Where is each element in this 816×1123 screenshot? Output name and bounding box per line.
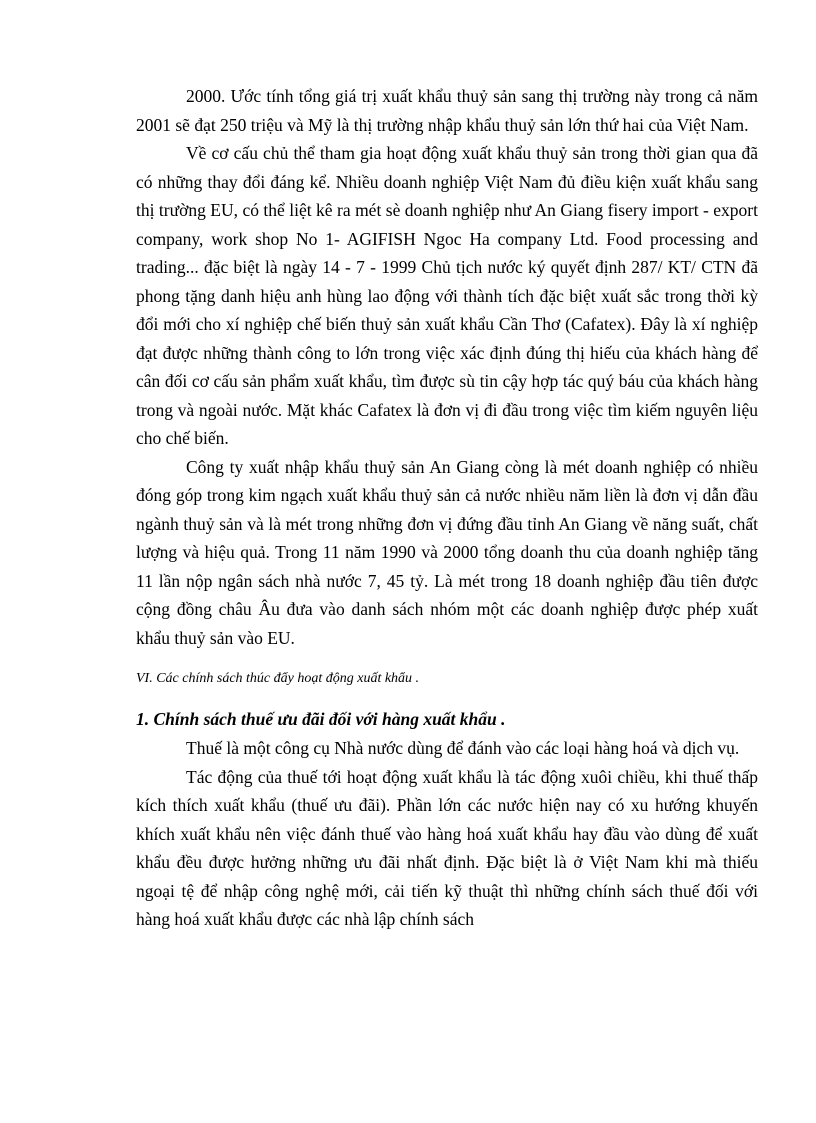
paragraph: Về cơ cấu chủ thể tham gia hoạt động xuất khẩu thuỷ sản trong thời gian qua đã có những thay đổi đáng kể. Nhiều doanh nghiệp Việt Nam đủ điều kiện xuất khẩu sang thị trường EU, có thể liệt kê ra mét sè doanh nghiệp như An Giang fisery import - export company, work shop No 1- AGIFISH Ngoc Ha company Ltd. Food processing and trading... đặc biệt là ngày 14 - 7 - 1999 Chủ tịch nước ký quyết định 287/ KT/ CTN đã phong tặng danh hiệu anh hùng lao động với thành tích đặc biệt xuất sắc trong thời kỳ đổi mới cho xí nghiệp chế biến thuỷ sản xuất khẩu Cần Thơ (Cafatex). Đây là xí nghiệp đạt được những thành công to lớn trong việc xác định đúng thị hiếu của khách hàng để cân đối cơ cấu sản phẩm xuất khẩu, tìm được sù tin cậy hợp tác quý báu của khách hàng trong và ngoài nước. Mặt khác Cafatex là đơn vị đi đầu trong việc tìm kiếm nguyên liệu cho chế biến. — [136, 143, 758, 448]
paragraph: Công ty xuất nhập khẩu thuỷ sản An Giang còng là mét doanh nghiệp có nhiều đóng góp trong kim ngạch xuất khẩu thuỷ sản cả nước nhiều năm liền là đơn vị dẫn đầu ngành thuỷ sản và là mét trong những đơn vị đứng đầu tỉnh An Giang về năng suất, chất lượng và hiệu quả. Trong 11 năm 1990 và 2000 tổng doanh thu của doanh nghiệp tăng 11 lần nộp ngân sách nhà nước 7, 45 tỷ. Là mét trong 18 doanh nghiệp đầu tiên được cộng đồng châu Âu đưa vào danh sách nhóm một các doanh nghiệp được phép xuất khẩu thuỷ sản vào EU. — [136, 456, 758, 648]
paragraph: Tác động của thuế tới hoạt động xuất khẩu là tác động xuôi chiều, khi thuế thấp kích thích xuất khẩu (thuế ưu đãi). Phần lớn các nước hiện nay có xu hướng khuyến khích xuất khẩu nên việc đánh thuế vào hàng hoá xuất khẩu hay đầu vào dùng để xuất khẩu đều được hưởng những ưu đãi nhất định. Đặc biệt là ở Việt Nam khi mà thiếu ngoại tệ để nhập công nghệ mới, cải tiến kỹ thuật thì những chính sách thuế đối với hàng hoá xuất khẩu được các nhà lập chính sách — [136, 766, 758, 929]
subsection-heading: 1. Chính sách thuế ưu đãi đối với hàng xuất khẩu . — [136, 709, 506, 729]
paragraph: 2000. Ước tính tổng giá trị xuất khẩu thuỷ sản sang thị trường này trong cả năm 2001 sẽ đạt 250 triệu và Mỹ là thị trường nhập khẩu thuỷ sản lớn thứ hai của Việt Nam. — [136, 86, 758, 135]
paragraph: Thuế là một công cụ Nhà nước dùng để đánh vào các loại hàng hoá và dịch vụ. — [186, 738, 740, 758]
document-body — [136, 82, 758, 934]
section-heading: VI. Các chính sách thúc đẩy hoạt động xuất khẩu . — [136, 671, 420, 686]
